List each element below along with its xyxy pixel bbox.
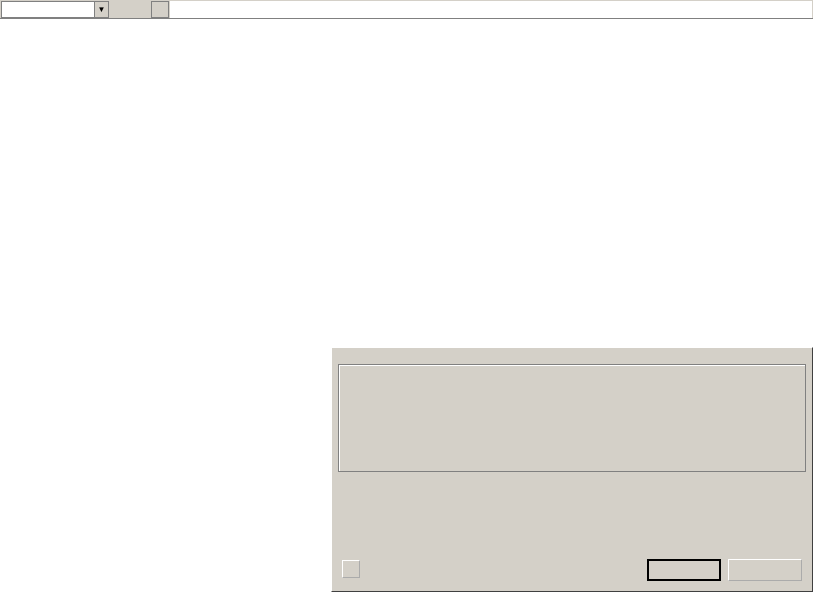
function-arguments-dialog [331, 347, 813, 592]
enter-formula-button[interactable] [132, 1, 150, 18]
edit-formula-button[interactable] [151, 1, 169, 18]
chevron-down-icon[interactable]: ▼ [94, 2, 108, 17]
help-button[interactable] [342, 560, 360, 578]
name-box[interactable] [1, 1, 109, 18]
cancel-formula-button[interactable] [114, 1, 132, 18]
arguments-group [338, 364, 806, 472]
ok-button[interactable] [647, 559, 721, 581]
cancel-button[interactable] [728, 559, 802, 581]
formula-input[interactable] [170, 1, 812, 18]
formula-bar [0, 0, 813, 19]
